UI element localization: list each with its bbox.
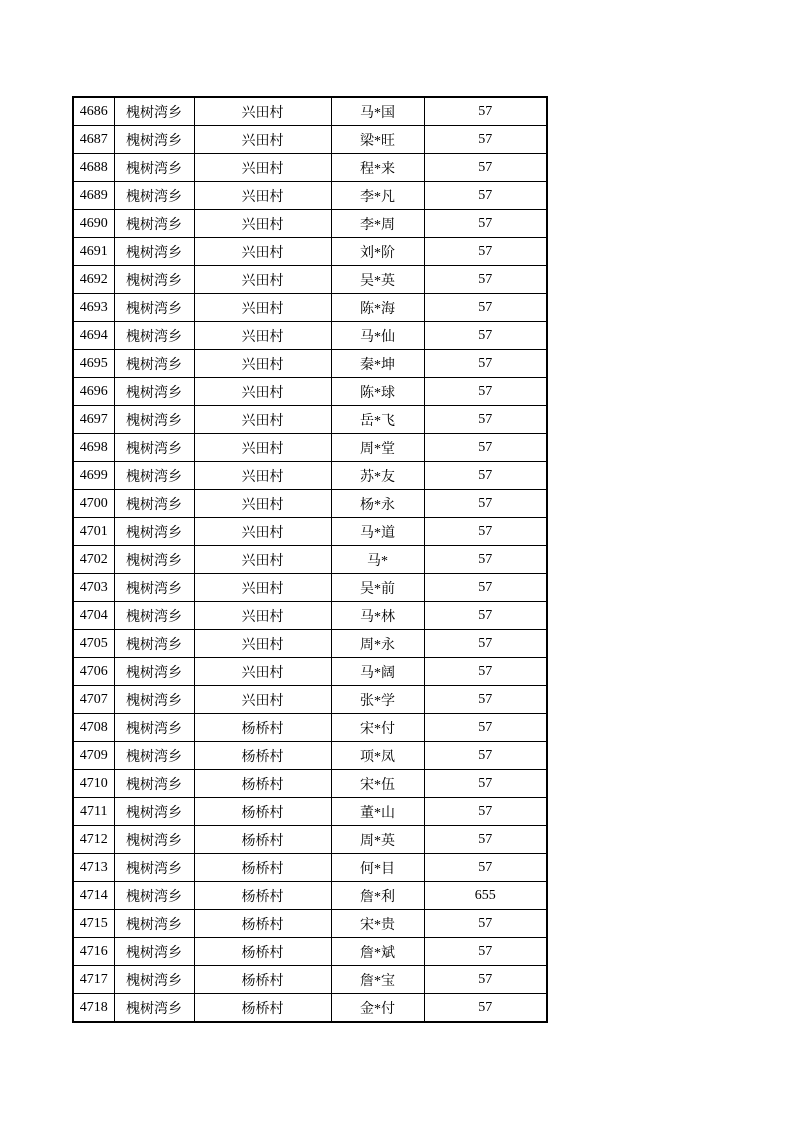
village-cell: 杨桥村 xyxy=(194,910,331,938)
table-row xyxy=(73,154,547,182)
table-row xyxy=(73,574,547,602)
amount-cell: 57 xyxy=(424,714,547,742)
township-cell: 槐树湾乡 xyxy=(114,266,194,294)
sequence-cell: 4699 xyxy=(73,462,114,490)
sequence-cell: 4696 xyxy=(73,378,114,406)
sequence-cell: 4718 xyxy=(73,994,114,1023)
village-cell: 兴田村 xyxy=(194,182,331,210)
person-name-cell: 马*道 xyxy=(331,518,424,546)
person-name-cell: 马*国 xyxy=(331,97,424,126)
township-cell: 槐树湾乡 xyxy=(114,126,194,154)
person-name-cell: 宋*付 xyxy=(331,714,424,742)
person-name-cell: 宋*伍 xyxy=(331,770,424,798)
village-cell: 杨桥村 xyxy=(194,882,331,910)
table-row xyxy=(73,966,547,994)
table-row xyxy=(73,97,547,126)
township-cell: 槐树湾乡 xyxy=(114,658,194,686)
table-row xyxy=(73,826,547,854)
table-row xyxy=(73,798,547,826)
amount-cell: 57 xyxy=(424,518,547,546)
person-name-cell: 程*来 xyxy=(331,154,424,182)
amount-cell: 57 xyxy=(424,406,547,434)
table-row xyxy=(73,518,547,546)
sequence-cell: 4694 xyxy=(73,322,114,350)
table-row xyxy=(73,770,547,798)
village-cell: 杨桥村 xyxy=(194,826,331,854)
amount-cell: 57 xyxy=(424,938,547,966)
village-cell: 兴田村 xyxy=(194,574,331,602)
table-row xyxy=(73,630,547,658)
village-cell: 兴田村 xyxy=(194,686,331,714)
person-name-cell: 梁*旺 xyxy=(331,126,424,154)
sequence-cell: 4695 xyxy=(73,350,114,378)
amount-cell: 57 xyxy=(424,742,547,770)
sequence-cell: 4687 xyxy=(73,126,114,154)
amount-cell: 57 xyxy=(424,798,547,826)
amount-cell: 57 xyxy=(424,97,547,126)
sequence-cell: 4701 xyxy=(73,518,114,546)
township-cell: 槐树湾乡 xyxy=(114,238,194,266)
township-cell: 槐树湾乡 xyxy=(114,546,194,574)
township-cell: 槐树湾乡 xyxy=(114,994,194,1023)
sequence-cell: 4686 xyxy=(73,97,114,126)
township-cell: 槐树湾乡 xyxy=(114,518,194,546)
sequence-cell: 4697 xyxy=(73,406,114,434)
township-cell: 槐树湾乡 xyxy=(114,910,194,938)
village-cell: 兴田村 xyxy=(194,462,331,490)
records-table xyxy=(72,96,548,1023)
village-cell: 兴田村 xyxy=(194,266,331,294)
village-cell: 兴田村 xyxy=(194,322,331,350)
table-row xyxy=(73,182,547,210)
person-name-cell: 陈*球 xyxy=(331,378,424,406)
table-row xyxy=(73,882,547,910)
township-cell: 槐树湾乡 xyxy=(114,378,194,406)
person-name-cell: 宋*贵 xyxy=(331,910,424,938)
amount-cell: 57 xyxy=(424,630,547,658)
sequence-cell: 4688 xyxy=(73,154,114,182)
sequence-cell: 4709 xyxy=(73,742,114,770)
township-cell: 槐树湾乡 xyxy=(114,210,194,238)
amount-cell: 57 xyxy=(424,686,547,714)
sequence-cell: 4704 xyxy=(73,602,114,630)
township-cell: 槐树湾乡 xyxy=(114,630,194,658)
village-cell: 杨桥村 xyxy=(194,854,331,882)
person-name-cell: 吴*英 xyxy=(331,266,424,294)
village-cell: 兴田村 xyxy=(194,630,331,658)
amount-cell: 57 xyxy=(424,826,547,854)
amount-cell: 57 xyxy=(424,910,547,938)
township-cell: 槐树湾乡 xyxy=(114,322,194,350)
table-row xyxy=(73,238,547,266)
person-name-cell: 周*英 xyxy=(331,826,424,854)
village-cell: 杨桥村 xyxy=(194,798,331,826)
amount-cell: 57 xyxy=(424,322,547,350)
township-cell: 槐树湾乡 xyxy=(114,490,194,518)
township-cell: 槐树湾乡 xyxy=(114,97,194,126)
township-cell: 槐树湾乡 xyxy=(114,938,194,966)
person-name-cell: 詹*斌 xyxy=(331,938,424,966)
village-cell: 兴田村 xyxy=(194,434,331,462)
amount-cell: 57 xyxy=(424,182,547,210)
table-row xyxy=(73,714,547,742)
person-name-cell: 刘*阶 xyxy=(331,238,424,266)
sequence-cell: 4692 xyxy=(73,266,114,294)
sequence-cell: 4703 xyxy=(73,574,114,602)
township-cell: 槐树湾乡 xyxy=(114,294,194,322)
amount-cell: 655 xyxy=(424,882,547,910)
township-cell: 槐树湾乡 xyxy=(114,798,194,826)
amount-cell: 57 xyxy=(424,854,547,882)
amount-cell: 57 xyxy=(424,434,547,462)
township-cell: 槐树湾乡 xyxy=(114,602,194,630)
sequence-cell: 4712 xyxy=(73,826,114,854)
village-cell: 杨桥村 xyxy=(194,938,331,966)
table-row xyxy=(73,378,547,406)
person-name-cell: 秦*坤 xyxy=(331,350,424,378)
person-name-cell: 金*付 xyxy=(331,994,424,1023)
person-name-cell: 周*堂 xyxy=(331,434,424,462)
amount-cell: 57 xyxy=(424,126,547,154)
village-cell: 兴田村 xyxy=(194,294,331,322)
village-cell: 杨桥村 xyxy=(194,770,331,798)
sequence-cell: 4693 xyxy=(73,294,114,322)
sequence-cell: 4705 xyxy=(73,630,114,658)
sequence-cell: 4707 xyxy=(73,686,114,714)
records-table-body xyxy=(73,97,547,1022)
village-cell: 兴田村 xyxy=(194,378,331,406)
person-name-cell: 马*仙 xyxy=(331,322,424,350)
person-name-cell: 杨*永 xyxy=(331,490,424,518)
amount-cell: 57 xyxy=(424,154,547,182)
village-cell: 兴田村 xyxy=(194,518,331,546)
amount-cell: 57 xyxy=(424,462,547,490)
township-cell: 槐树湾乡 xyxy=(114,154,194,182)
amount-cell: 57 xyxy=(424,770,547,798)
township-cell: 槐树湾乡 xyxy=(114,826,194,854)
amount-cell: 57 xyxy=(424,238,547,266)
township-cell: 槐树湾乡 xyxy=(114,686,194,714)
amount-cell: 57 xyxy=(424,574,547,602)
amount-cell: 57 xyxy=(424,994,547,1023)
person-name-cell: 李*凡 xyxy=(331,182,424,210)
sequence-cell: 4708 xyxy=(73,714,114,742)
table-row xyxy=(73,406,547,434)
person-name-cell: 周*永 xyxy=(331,630,424,658)
amount-cell: 57 xyxy=(424,602,547,630)
person-name-cell: 吴*前 xyxy=(331,574,424,602)
village-cell: 兴田村 xyxy=(194,406,331,434)
table-row xyxy=(73,546,547,574)
village-cell: 兴田村 xyxy=(194,350,331,378)
table-row xyxy=(73,658,547,686)
sequence-cell: 4711 xyxy=(73,798,114,826)
village-cell: 兴田村 xyxy=(194,238,331,266)
table-row xyxy=(73,686,547,714)
table-row xyxy=(73,742,547,770)
village-cell: 兴田村 xyxy=(194,602,331,630)
village-cell: 兴田村 xyxy=(194,658,331,686)
amount-cell: 57 xyxy=(424,350,547,378)
table-row xyxy=(73,350,547,378)
sequence-cell: 4706 xyxy=(73,658,114,686)
person-name-cell: 董*山 xyxy=(331,798,424,826)
amount-cell: 57 xyxy=(424,294,547,322)
village-cell: 兴田村 xyxy=(194,126,331,154)
sequence-cell: 4710 xyxy=(73,770,114,798)
table-row xyxy=(73,322,547,350)
amount-cell: 57 xyxy=(424,378,547,406)
person-name-cell: 马* xyxy=(331,546,424,574)
person-name-cell: 马*阔 xyxy=(331,658,424,686)
township-cell: 槐树湾乡 xyxy=(114,434,194,462)
amount-cell: 57 xyxy=(424,490,547,518)
sequence-cell: 4713 xyxy=(73,854,114,882)
table-row xyxy=(73,294,547,322)
township-cell: 槐树湾乡 xyxy=(114,182,194,210)
sequence-cell: 4698 xyxy=(73,434,114,462)
township-cell: 槐树湾乡 xyxy=(114,350,194,378)
township-cell: 槐树湾乡 xyxy=(114,574,194,602)
township-cell: 槐树湾乡 xyxy=(114,770,194,798)
village-cell: 杨桥村 xyxy=(194,742,331,770)
person-name-cell: 何*目 xyxy=(331,854,424,882)
village-cell: 杨桥村 xyxy=(194,714,331,742)
amount-cell: 57 xyxy=(424,266,547,294)
township-cell: 槐树湾乡 xyxy=(114,966,194,994)
sequence-cell: 4689 xyxy=(73,182,114,210)
person-name-cell: 苏*友 xyxy=(331,462,424,490)
person-name-cell: 张*学 xyxy=(331,686,424,714)
table-row xyxy=(73,462,547,490)
village-cell: 杨桥村 xyxy=(194,994,331,1023)
table-row xyxy=(73,910,547,938)
person-name-cell: 李*周 xyxy=(331,210,424,238)
village-cell: 兴田村 xyxy=(194,546,331,574)
village-cell: 兴田村 xyxy=(194,210,331,238)
amount-cell: 57 xyxy=(424,210,547,238)
person-name-cell: 马*林 xyxy=(331,602,424,630)
table-row xyxy=(73,266,547,294)
township-cell: 槐树湾乡 xyxy=(114,406,194,434)
township-cell: 槐树湾乡 xyxy=(114,742,194,770)
township-cell: 槐树湾乡 xyxy=(114,882,194,910)
person-name-cell: 岳*飞 xyxy=(331,406,424,434)
village-cell: 杨桥村 xyxy=(194,966,331,994)
township-cell: 槐树湾乡 xyxy=(114,462,194,490)
village-cell: 兴田村 xyxy=(194,490,331,518)
sequence-cell: 4715 xyxy=(73,910,114,938)
table-row xyxy=(73,602,547,630)
village-cell: 兴田村 xyxy=(194,154,331,182)
table-row xyxy=(73,854,547,882)
person-name-cell: 詹*宝 xyxy=(331,966,424,994)
township-cell: 槐树湾乡 xyxy=(114,854,194,882)
table-row xyxy=(73,126,547,154)
table-row xyxy=(73,994,547,1023)
table-row xyxy=(73,938,547,966)
amount-cell: 57 xyxy=(424,966,547,994)
sequence-cell: 4690 xyxy=(73,210,114,238)
table-row xyxy=(73,490,547,518)
sequence-cell: 4691 xyxy=(73,238,114,266)
table-row xyxy=(73,210,547,238)
table-row xyxy=(73,434,547,462)
person-name-cell: 詹*利 xyxy=(331,882,424,910)
township-cell: 槐树湾乡 xyxy=(114,714,194,742)
sequence-cell: 4717 xyxy=(73,966,114,994)
person-name-cell: 陈*海 xyxy=(331,294,424,322)
sequence-cell: 4714 xyxy=(73,882,114,910)
village-cell: 兴田村 xyxy=(194,97,331,126)
amount-cell: 57 xyxy=(424,546,547,574)
person-name-cell: 项*凤 xyxy=(331,742,424,770)
sequence-cell: 4702 xyxy=(73,546,114,574)
sequence-cell: 4716 xyxy=(73,938,114,966)
amount-cell: 57 xyxy=(424,658,547,686)
sequence-cell: 4700 xyxy=(73,490,114,518)
